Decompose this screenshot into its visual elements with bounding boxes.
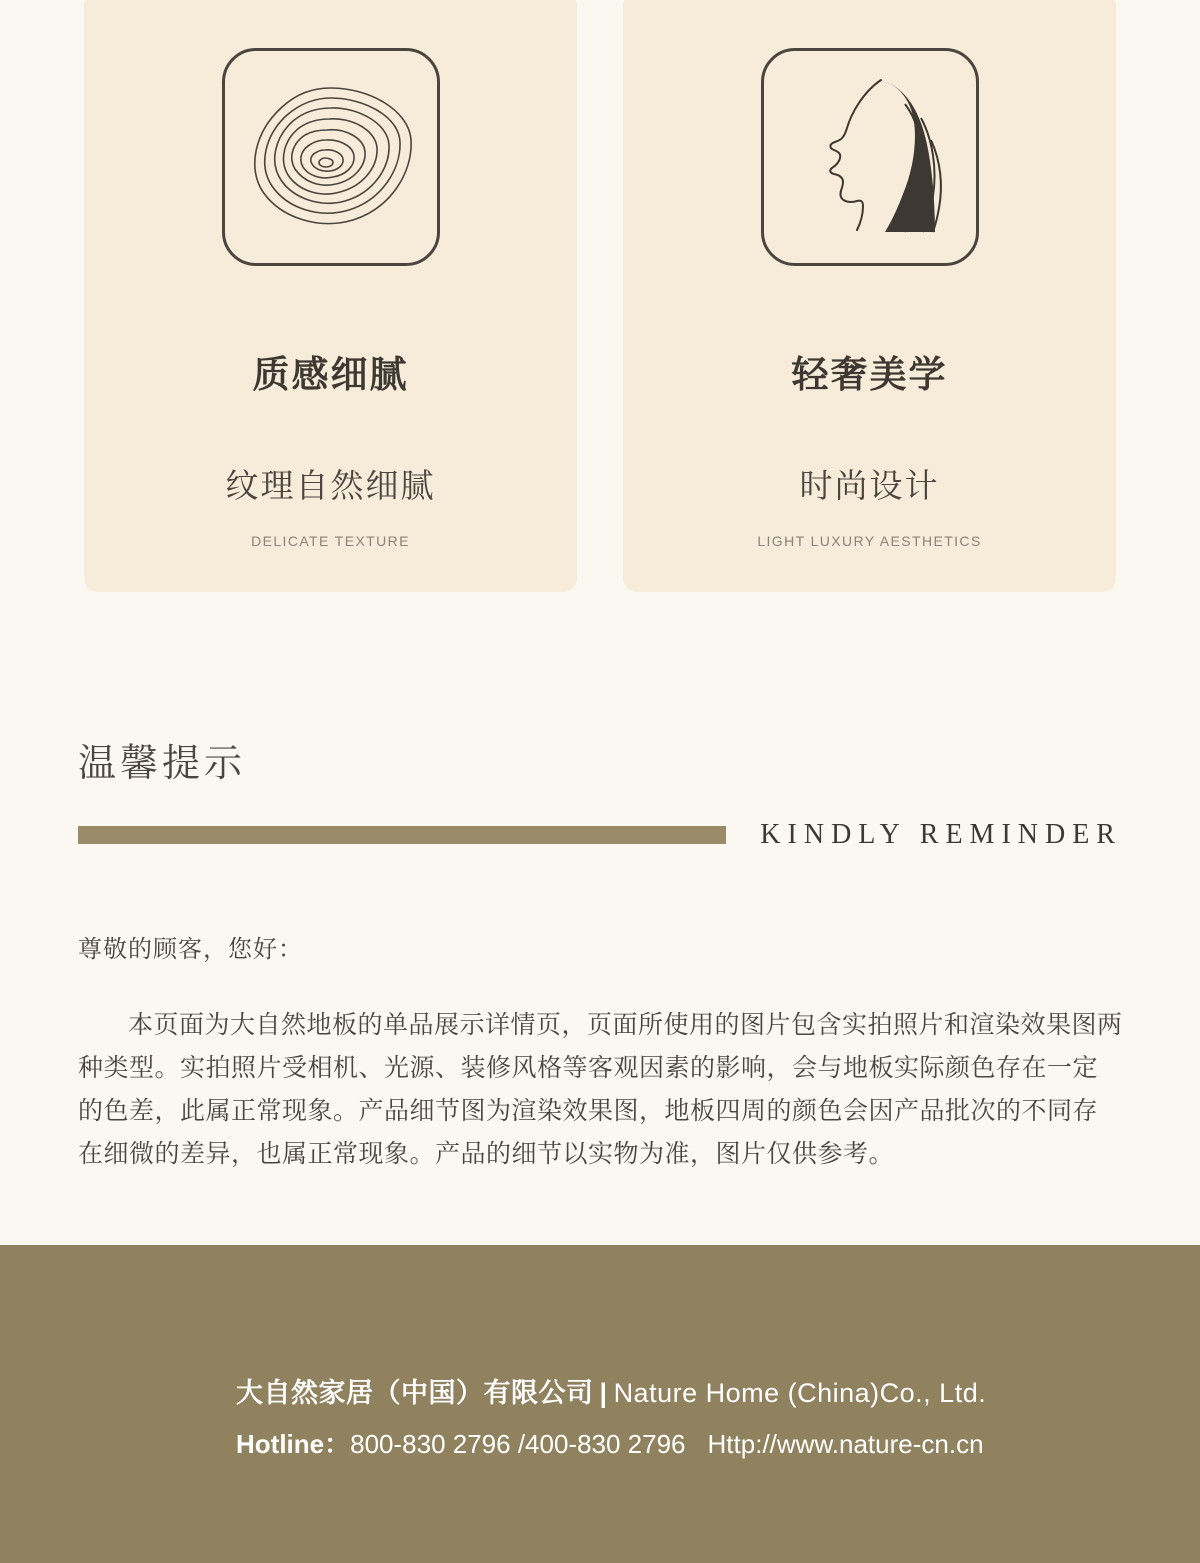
kindly-reminder-section xyxy=(0,732,1200,1176)
footer-hotline-value: 800-830 2796 /400-830 2796 xyxy=(350,1429,686,1459)
woman-profile-icon xyxy=(785,70,955,245)
feature-card-row xyxy=(0,0,1200,592)
feature-english-caption: LIGHT LUXURY AESTHETICS xyxy=(757,533,982,549)
page-footer xyxy=(0,1245,1200,1563)
texture-contour-icon xyxy=(241,80,421,235)
accent-bar xyxy=(78,826,726,844)
feature-subtitle: 纹理自然细腻 xyxy=(225,467,436,504)
feature-card-delicate-texture xyxy=(84,0,577,592)
reminder-greeting: 尊敬的顾客，您好： xyxy=(78,935,303,963)
icon-frame-aesthetics xyxy=(761,48,979,266)
feature-english-caption: DELICATE TEXTURE xyxy=(251,533,410,549)
footer-company-line xyxy=(236,1371,1200,1410)
reminder-title: 温馨提示 xyxy=(78,743,247,785)
footer-contact-line xyxy=(236,1424,1200,1461)
feature-card-light-luxury xyxy=(623,0,1116,592)
reminder-body-text: 本页面为大自然地板的单品展示详情页，页面所使用的图片包含实拍照片和渲染效果图两种类型。实拍照片受相机、光源、装修风格等客观因素的影响，会与地板实际颜色存在一定的色差，此属正常现象。产品细节图为渲染效果图，地板四周的颜色会因产品批次的不同存在细微的差异，也属正常现象。产品的细节以实物为准，图片仅供参考。 xyxy=(78,1010,1123,1168)
footer-company-cn: 大自然家居（中国）有限公司 xyxy=(236,1378,594,1408)
feature-subtitle: 时尚设计 xyxy=(799,467,940,504)
feature-title: 轻奢美学 xyxy=(791,354,948,395)
footer-website-url[interactable]: Http://www.nature-cn.cn xyxy=(707,1429,984,1459)
reminder-title-english: KINDLY REMINDER xyxy=(760,818,1122,850)
icon-frame-texture xyxy=(222,48,440,266)
reminder-heading-rule xyxy=(78,819,1122,851)
feature-title: 质感细腻 xyxy=(252,354,409,395)
footer-hotline-label: Hotline： xyxy=(236,1429,351,1459)
footer-divider: | xyxy=(599,1378,608,1408)
footer-company-en: Nature Home (China)Co., Ltd. xyxy=(613,1378,987,1408)
